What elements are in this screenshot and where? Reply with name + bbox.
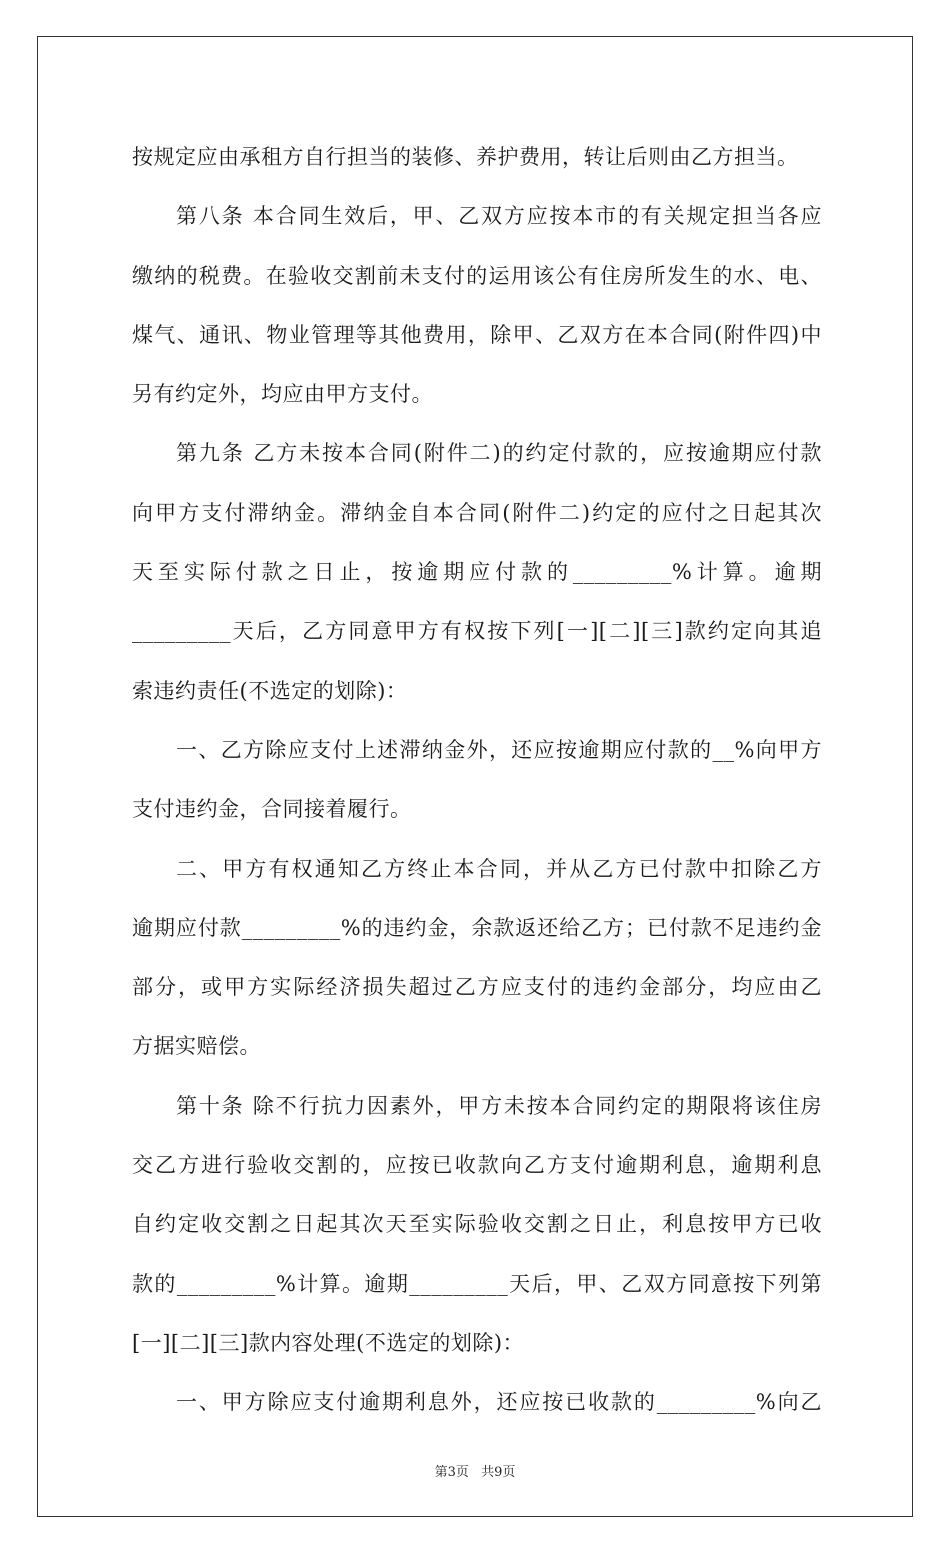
text-line: 第十条 除不行抗力因素外，甲方未按本合同约定的期限将该住房 [176,1093,822,1118]
text-line: 一、乙方除应支付上述滞纳金外，还应按逾期应付款的__%向甲方 [176,737,822,762]
page-footer [0,1461,950,1480]
text-line: 部分，或甲方实际经济损失超过乙方应支付的违约金部分，均应由乙 [132,975,822,1000]
text-line: 索违约责任(不选定的划除)： [132,678,408,703]
text-line: 天至实际付款之日止，按逾期应付款的_________%计算。逾期 [132,560,822,585]
text-line: 第九条 乙方未按本合同(附件二)的约定付款的，应按逾期应付款 [176,441,822,466]
text-line: 方据实赔偿。 [132,1034,261,1059]
text-line: 按规定应由承租方自行担当的装修、养护费用，转让后则由乙方担当。 [132,145,799,169]
text-line: 自约定收交割之日起其次天至实际验收交割之日止，利息按甲方已收 [132,1212,822,1237]
text-line: 二、甲方有权通知乙方终止本合同，并从乙方已付款中扣除乙方 [176,856,822,881]
text-line: 向甲方支付滞纳金。滞纳金自本合同(附件二)约定的应付之日起其次 [132,500,822,525]
page-number: 第3页 [434,1465,469,1480]
text-line: 支付违约金，合同接着履行。 [132,797,412,822]
text-line: 第八条 本合同生效后，甲、乙双方应按本市的有关规定担当各应 [176,204,822,229]
page-total: 共9页 [481,1465,516,1480]
text-line: 款的_________%计算。逾期_________天后，甲、乙双方同意按下列第 [132,1271,822,1296]
text-line: 缴纳的税费。在验收交割前未支付的运用该公有住房所发生的水、电、 [132,263,822,288]
text-line: 交乙方进行验收交割的，应按已收款向乙方支付逾期利息，逾期利息 [132,1153,822,1178]
text-line: 煤气、通讯、物业管理等其他费用，除甲、乙双方在本合同(附件四)中 [132,322,822,347]
text-line: 另有约定外，均应由甲方支付。 [132,382,433,407]
text-line: 一、甲方除应支付逾期利息外，还应按已收款的_________%向乙 [176,1390,822,1415]
document-body [132,128,822,1433]
text-line: [一][二][三]款内容处理(不选定的划除)： [132,1330,525,1355]
text-line: 逾期应付款_________%的违约金，余款返还给乙方；已付款不足违约金 [132,915,822,940]
text-line: _________天后，乙方同意甲方有权按下列[一][二][三]款约定向其追 [132,619,822,644]
